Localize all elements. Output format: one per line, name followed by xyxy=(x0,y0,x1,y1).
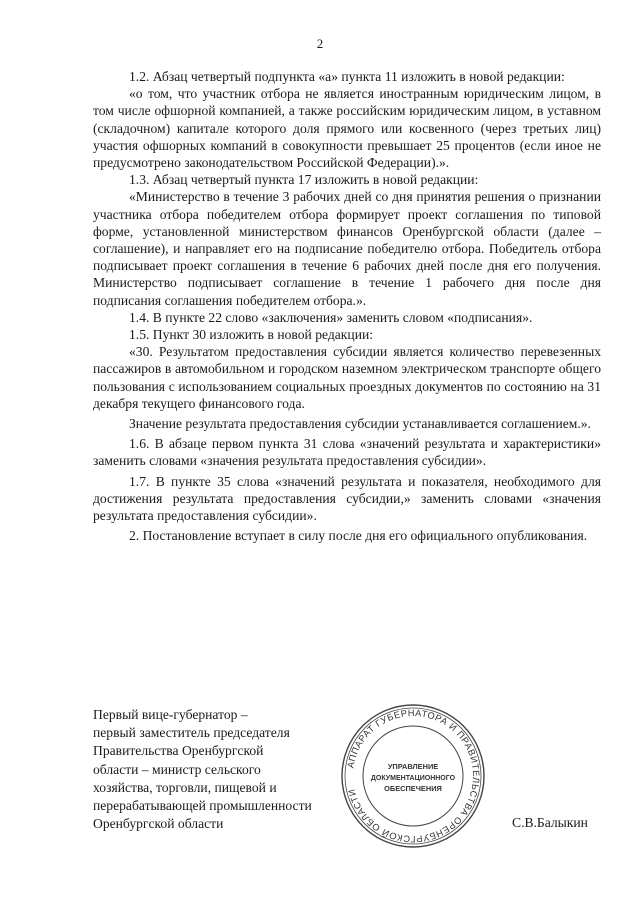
paragraph-1-5: 1.5. Пункт 30 изложить в новой редакции: xyxy=(129,327,374,343)
page-number: 2 xyxy=(316,36,324,51)
seal-center-line: ДОКУМЕНТАЦИОННОГО xyxy=(370,775,456,782)
paragraph-1-4: 1.4. В пункте 22 слово «заключения» заменить словом «подписания». xyxy=(129,309,533,325)
seal-center-line: ОБЕСПЕЧЕНИЯ xyxy=(384,784,442,793)
seal-ring-text: АППАРАТ ГУБЕРНАТОРА И ПРАВИТЕЛЬСТВА ОРЕНБУРГСКОЙ ОБЛАСТИ xyxy=(345,707,482,845)
document-body xyxy=(93,68,601,544)
signer-name: С.В.Балыкин xyxy=(512,815,588,830)
signer-title-line: первый заместитель председателя xyxy=(93,725,290,741)
signer-title-line: Первый вице-губернатор – xyxy=(93,707,248,722)
paragraph-1-2: 1.2. Абзац четвертый подпункта «а» пункта 11 изложить в новой редакции: xyxy=(129,69,565,84)
paragraph-1-3: 1.3. Абзац четвертый пункта 17 изложить в новой редакции: xyxy=(129,172,479,188)
paragraph-2: 2. Постановление вступает в силу после дня его официального опубликования. xyxy=(129,528,588,544)
signer-title-line: Оренбургской области xyxy=(93,816,224,832)
seal-center-line: УПРАВЛЕНИЕ xyxy=(387,762,439,771)
signer-title-line: перерабатывающей промышленности xyxy=(93,798,312,814)
paragraph-1-3-quote: «Министерство в течение 3 рабочих дней со дня принятия решения о признании участника отбора победителем отбора формирует проект соглашения по типовой форме, установленной министерством финансов Оренбургской области (далее – соглашение), и направляет его на подписание победителю отбора. Победитель отбора подписывает проект соглашения в течение 6 рабочих дней после дня его получения. Министерство подписывает соглашение в течение 1 рабочего дня после дня подписания соглашения победителем отбора.». xyxy=(93,189,601,308)
paragraph-1-5-quote-cont: Значение результата предоставления субсидии устанавливается соглашением.». xyxy=(129,416,591,432)
paragraph-1-7: 1.7. В пункте 35 слова «значений результата и показателя, необходимого для достижения результата предоставления субсидии,» заменить словами «значения результата предоставления субсидии». xyxy=(93,473,601,524)
signer-title-line: хозяйства, торговли, пищевой и xyxy=(93,779,277,795)
paragraph-1-2-quote: «о том, что участник отбора не является иностранным юридическим лицом, в том числе офшорной компанией, а также российским юридическим лицом, в уставном (складочном) капитале которого доля прямого или косвенного (через третьих лиц) участия офшорных компаний в совокупности превышает 25 процентов (если иное не предусмотрено законодательством Российской Федерации).». xyxy=(93,86,601,171)
signer-title-line: Правительства Оренбургской xyxy=(93,743,264,759)
paragraph-1-5-quote: «30. Результатом предоставления субсидии является количество перевезенных пассажиров в автомобильном и городском наземном электрическом транспорте общего пользования с использованием социальных проездных документов по состоянию на 31 декабря текущего финансового года. xyxy=(93,344,601,411)
signer-title-line: области – министр сельского xyxy=(93,761,261,777)
paragraph-1-6: 1.6. В абзаце первом пункта 31 слова «значений результата и характеристики» заменить словами «значения результата предоставления субсидии». xyxy=(93,436,601,469)
official-seal-icon xyxy=(338,701,488,851)
